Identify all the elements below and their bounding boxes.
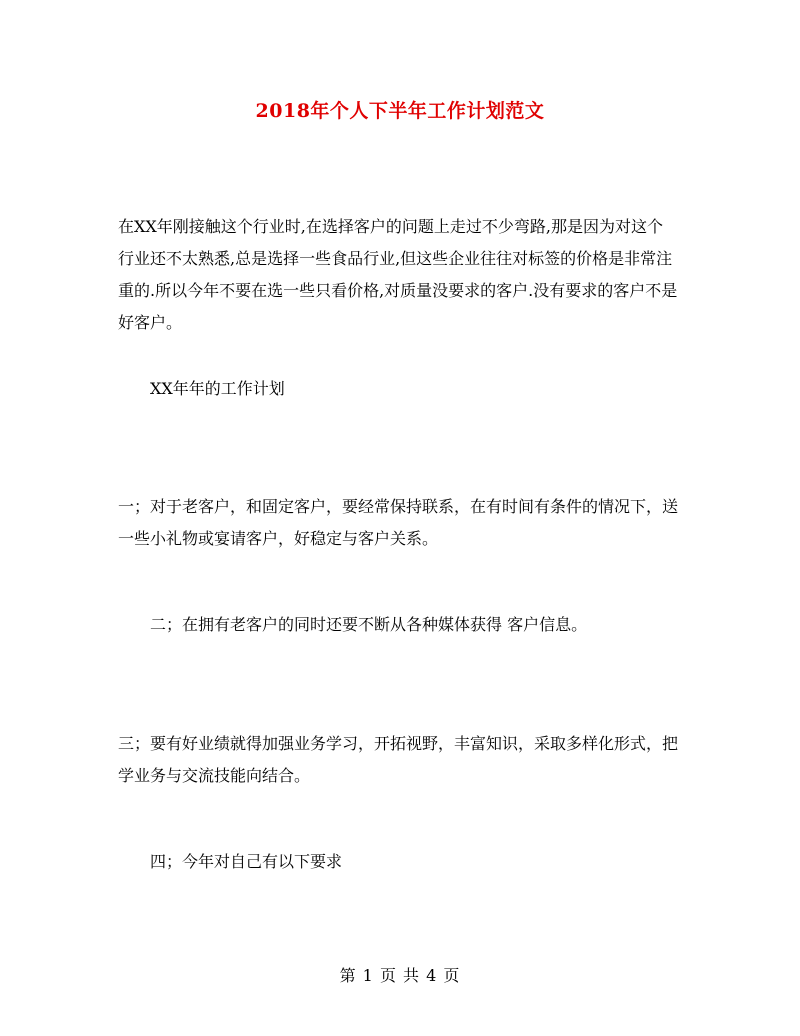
page-footer: 第 1 页 共 4 页 [339, 966, 461, 985]
section-heading: XX年年的工作计划 [150, 379, 285, 398]
plan-item-1: 一；对于老客户，和固定客户，要经常保持联系，在有时间有条件的情况下，送一些小礼物或宴请客户，好稳定与客户关系。 [118, 497, 679, 548]
plan-item-2: 二；在拥有老客户的同时还要不断从各种媒体获得 客户信息。 [150, 615, 588, 634]
plan-item-3: 三；要有好业绩就得加强业务学习，开拓视野，丰富知识，采取多样化形式，把学业务与交流技能向结合。 [118, 734, 679, 785]
plan-item-4: 四；今年对自己有以下要求 [150, 852, 343, 871]
document-title: 2018年个人下半年工作计划范文 [255, 100, 545, 122]
intro-paragraph: 在XX年刚接触这个行业时,在选择客户的问题上走过不少弯路,那是因为对这个行业还不太熟悉,总是选择一些食品行业,但这些企业往往对标签的价格是非常注重的.所以今年不要在选一些只看价格,对质量没要求的客户.没有要求的客户不是好客户。 [118, 217, 678, 332]
